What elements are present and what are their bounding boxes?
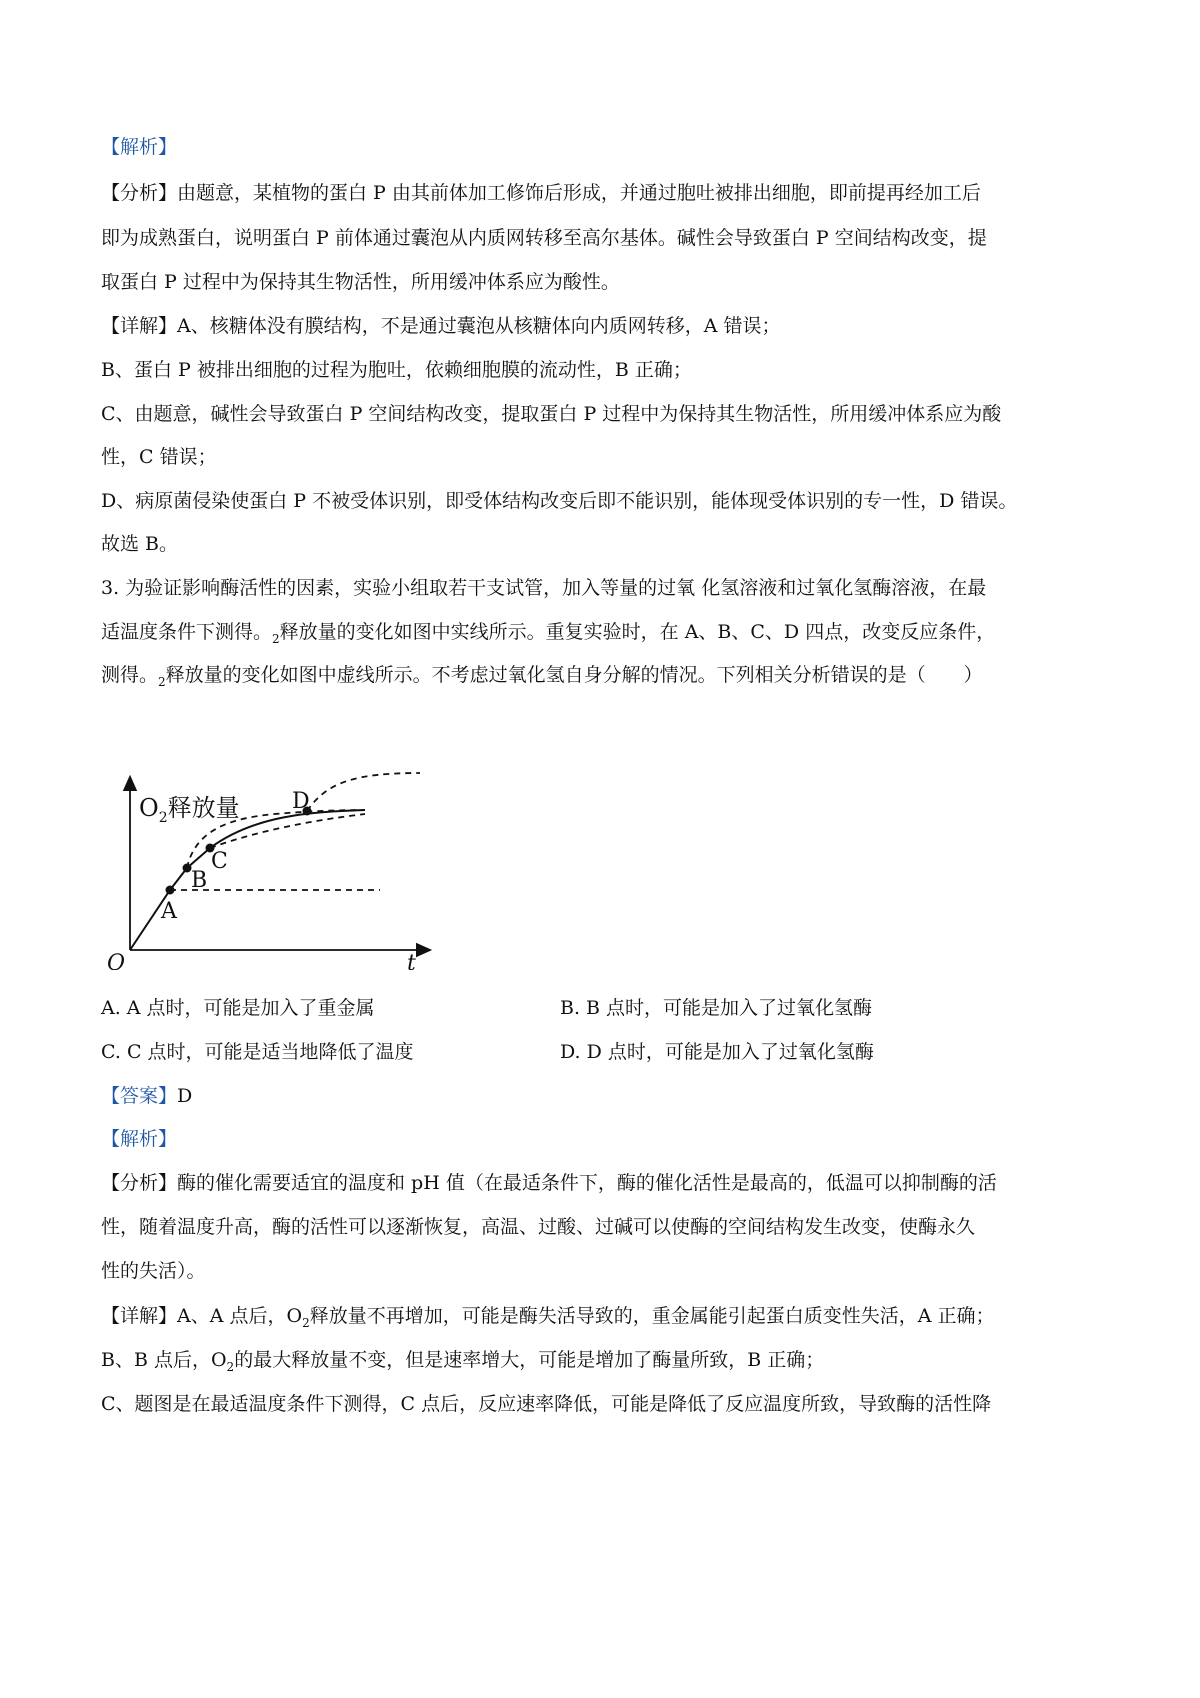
question-text: 释放量的变化如图中虚线所示。不考虑过氧化氢自身分解的情况。下列相关分析错误的是（ ） <box>165 664 983 686</box>
analysis-text: 由题意，某植物的蛋白 P 由其前体加工修饰后形成，并通过胞吐被排出细胞，即前提再经加工后 <box>177 182 981 204</box>
analysis-line <box>101 1259 1200 1283</box>
detail-line <box>101 1304 1200 1330</box>
subscript: 2 <box>226 1360 235 1374</box>
fenxi-label: 【分析】 <box>101 1172 178 1194</box>
option-d: D. D 点时，可能是加入了过氧化氢酶 <box>560 1041 874 1063</box>
point-a-label: A <box>161 899 177 924</box>
answer-label: 【答案】 <box>101 1085 178 1107</box>
question-stem-line <box>101 576 1200 600</box>
x-axis-label: t <box>407 951 416 970</box>
detail-line <box>101 445 1200 469</box>
answer-value: D <box>177 1085 193 1107</box>
detail-text: B、蛋白 P 被排出细胞的过程为胞吐，依赖细胞膜的流动性，B 正确； <box>101 359 692 381</box>
section-heading-jiexi <box>101 135 1200 159</box>
question-text: 3. 为验证影响酶活性的因素，实验小组取若干支试管，加入等量的过氧 化氢溶液和过氧化氢酶溶液，在最 <box>101 577 987 599</box>
jiexi-label: 【解析】 <box>101 1128 178 1150</box>
analysis-text: 性的失活）。 <box>101 1260 206 1282</box>
detail-line <box>101 402 1200 426</box>
detail-text: 性，C 错误； <box>101 446 217 468</box>
analysis-text: 酶的催化需要适宜的温度和 pH 值（在最适条件下，酶的催化活性是最高的，低温可以抑制酶的活 <box>177 1172 997 1194</box>
conclusion-text: 故选 B。 <box>101 533 179 555</box>
question-text: 测得。 <box>101 664 159 686</box>
analysis-text: 即为成熟蛋白，说明蛋白 P 前体通过囊泡从内质网转移至高尔基体。碱性会导致蛋白 P 空间结构改变，提 <box>101 227 987 249</box>
question-stem-line <box>101 663 1200 689</box>
option-b: B. B 点时，可能是加入了过氧化氢酶 <box>560 997 873 1019</box>
analysis-line <box>101 1171 1200 1195</box>
detail-line <box>101 1392 1200 1416</box>
detail-text: 释放量不再增加，可能是酶失活导致的，重金属能引起蛋白质变性失活，A 正确； <box>309 1305 995 1327</box>
analysis-line <box>101 270 1200 294</box>
subscript: 2 <box>302 1316 310 1330</box>
analysis-line <box>101 1215 1200 1239</box>
point-b-label: B <box>191 868 208 893</box>
analysis-text: 取蛋白 P 过程中为保持其生物活性，所用缓冲体系应为酸性。 <box>101 271 620 293</box>
subscript: 2 <box>272 632 280 646</box>
detail-line <box>101 1348 1200 1374</box>
detail-text: C、由题意，碱性会导致蛋白 P 空间结构改变，提取蛋白 P 过程中为保持其生物活性，所用缓冲体系应为酸 <box>101 403 1002 425</box>
question-text: 释放量的变化如图中实线所示。重复实验时，在 A、B、C、D 四点，改变反应条件， <box>279 621 996 643</box>
origin-label: O <box>107 951 126 970</box>
detail-line <box>101 314 1200 338</box>
question-text: 适温度条件下测得。 <box>101 621 273 643</box>
analysis-line <box>101 181 1200 205</box>
detail-line <box>101 358 1200 382</box>
subscript: 2 <box>158 675 166 689</box>
conclusion-line <box>101 532 1200 556</box>
answer-line <box>101 1084 1200 1108</box>
solid-curve <box>130 810 365 950</box>
detail-line <box>101 489 1200 513</box>
dashed-curve-d <box>307 773 420 811</box>
detail-text: A、A 点后，O <box>177 1305 303 1327</box>
analysis-line <box>101 226 1200 250</box>
xiangjie-label: 【详解】 <box>101 315 178 337</box>
y-axis-label: $O_2$释放量 <box>139 794 240 826</box>
section-heading-jiexi <box>101 1127 1200 1151</box>
point-d-label: D <box>292 789 310 814</box>
detail-text: 的最大释放量不变，但是速率增大，可能是增加了酶量所致，B 正确； <box>234 1349 825 1371</box>
o2-release-figure <box>95 770 435 970</box>
point-a <box>166 886 175 895</box>
xiangjie-label: 【详解】 <box>101 1305 178 1327</box>
question-stem-line <box>101 620 1200 646</box>
detail-text: B、B 点后，O <box>101 1349 227 1371</box>
option-c: C. C 点时，可能是适当地降低了温度 <box>101 1041 414 1063</box>
fenxi-label: 【分析】 <box>101 182 178 204</box>
detail-text: C、题图是在最适温度条件下测得，C 点后，反应速率降低，可能是降低了反应温度所致，导致酶的活性降 <box>101 1393 992 1415</box>
detail-text: D、病原菌侵染使蛋白 P 不被受体识别，即受体结构改变后即不能识别，能体现受体识别的专一性，D 错误。 <box>101 490 1018 512</box>
analysis-text: 性，随着温度升高，酶的活性可以逐渐恢复，高温、过酸、过碱可以使酶的空间结构发生改变，使酶永久 <box>101 1216 976 1238</box>
option-a: A. A 点时，可能是加入了重金属 <box>101 997 375 1019</box>
jiexi-label: 【解析】 <box>101 136 178 158</box>
detail-text: A、核糖体没有膜结构，不是通过囊泡从核糖体向内质网转移，A 错误； <box>177 315 781 337</box>
point-c-label: C <box>211 849 228 874</box>
